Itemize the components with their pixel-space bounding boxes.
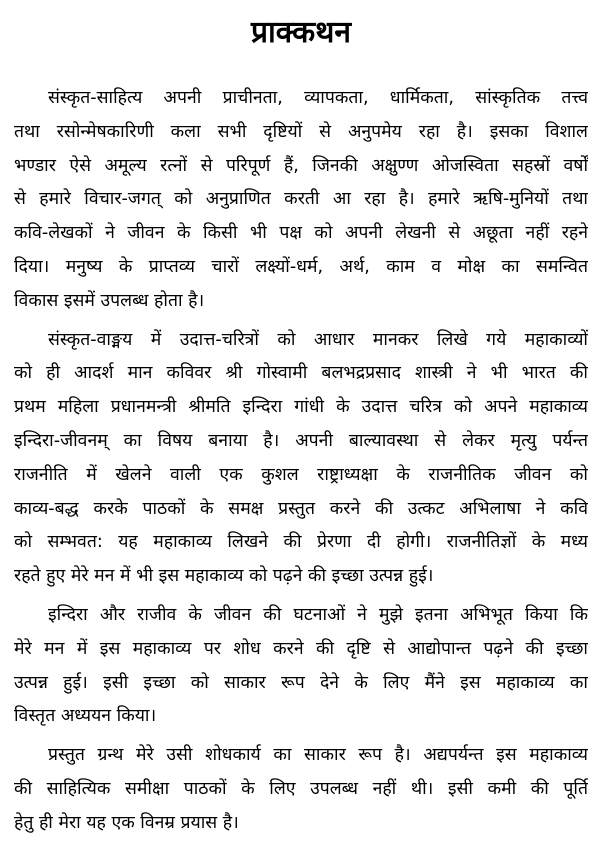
text-line: हेतु ही मेरा यह एक विनम्र प्रयास है। [14,812,239,833]
text-line: विकास इसमें उपलब्ध होता है। [14,290,205,311]
text-line: मेरे मन में इस महाकाव्य पर शोध करने की दृष्टि से आद्योपान्त पढ़ने की इच्छा [14,638,588,659]
paragraph-3 [14,599,588,734]
text-line: को सम्भवत: यह महाकाव्य लिखने की प्रेरणा दी होगी। राजनीतिज्ञों के मध्य [14,532,588,553]
text-line: भण्डार ऐसे अमूल्य रत्नों से परिपूर्ण हैं, जिनकी अक्षुण्ण ओजस्विता सहस्रों वर्षों [14,155,588,176]
text-line: इन्दिरा-जीवनम् का विषय बनाया है। अपनी बाल्यावस्था से लेकर मृत्यु पर्यन्त [14,430,588,451]
text-line: की साहित्यिक समीक्षा पाठकों के लिए उपलब्ध नहीं थी। इसी कमी की पूर्ति [14,778,588,799]
page-title: प्राक्कथन [250,15,352,50]
text-line: इन्दिरा और राजीव के जीवन की घटनाओं ने मुझे इतना अभिभूत किया कि [48,604,588,625]
text-line: कवि-लेखकों ने जीवन के किसी भी पक्ष को अपनी लेखनी से अछूता नहीं रहने [14,223,588,244]
text-line: उत्पन्न हुई। इसी इच्छा को साकार रूप देने के लिए मैंने इस महाकाव्य का [14,672,588,693]
paragraph-1 [14,82,588,319]
text-line: तथा रसोन्मेषकारिणी कला सभी दृष्टियों से अनुपमेय रहा है। इसका विशाल [14,121,588,142]
text-line: संस्कृत-साहित्य अपनी प्राचीनता, व्यापकता, धार्मिकता, सांस्कृतिक तत्त्व [48,88,588,108]
text-line: विस्तृत अध्ययन किया। [14,706,157,727]
text-line: प्रथम महिला प्रधानमन्त्री श्रीमति इन्दिरा गांधी के उदात्त चरित्र को अपने महाकाव्य [14,397,588,418]
text-line: रहते हुए मेरे मन में भी इस महाकाव्य को पढ़ने की इच्छा उत्पन्न हुई। [14,566,434,587]
text-line: दिया। मनुष्य के प्राप्तव्य चारों लक्ष्यों-धर्म, अर्थ, काम व मोक्ष का समन्वित [14,256,588,277]
text-line: संस्कृत-वाङ्मय में उदात्त-चरित्रों को आधार मानकर लिखे गये महाकाव्यों [48,329,588,350]
text-line: काव्य-बद्ध करके पाठकों के समक्ष प्रस्तुत करने की उत्कट अभिलाषा ने कवि [14,498,588,519]
text-line: को ही आदर्श मान कविवर श्री गोस्वामी बलभद्रप्रसाद शास्त्री ने भी भारत की [14,363,588,384]
text-line: राजनीति में खेलने वाली एक कुशल राष्ट्राध्यक्षा के राजनीतिक जीवन को [14,464,588,485]
document-body [14,82,588,841]
text-line: से हमारे विचार-जगत् को अनुप्राणित करती आ रहा है। हमारे ऋषि-मुनियों तथा [14,189,588,210]
paragraph-4 [14,739,588,840]
text-line: प्रस्तुत ग्रन्थ मेरे उसी शोधकार्य का साकार रूप है। अद्यपर्यन्त इस महाकाव्य [48,745,588,766]
paragraph-2 [14,324,588,594]
